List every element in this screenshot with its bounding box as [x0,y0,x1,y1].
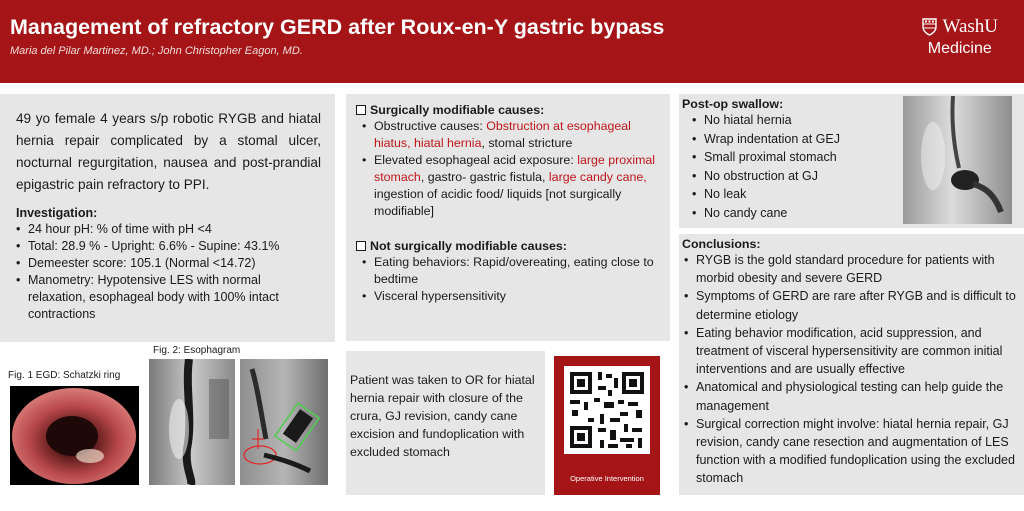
list-item: • Demeester score: 105.1 (Normal <14.72) [16,255,321,272]
case-description: 49 yo female 4 years s/p robotic RYGB and hiatal hernia repair complicated by a stomal ulcer, nocturnal regurgitation, nausea and post-prandial epigastric pain refractory to PPI. [16,111,321,192]
list-item: • Total: 28.9 % - Upright: 6.6% - Supine: 43.1% [16,238,321,255]
list-item: • Visceral hypersensitivity [362,288,660,305]
nonsurgical-heading-text: Not surgically modifiable causes: [370,239,567,253]
obstructive-prefix: Obstructive causes: [374,119,487,133]
poster-header [0,0,1024,83]
obstructive-suffix: , stomal stricture [481,136,573,150]
list-item: • RYGB is the gold standard procedure for patients with morbid obesity and severe GERD [684,251,1024,287]
swallow-heading: Post-op swallow: [682,97,784,111]
list-item: • Symptoms of GERD are rare after RYGB and is difficult to determine etiology [684,287,1024,323]
egd-image [10,386,139,485]
surgical-causes-heading [356,103,660,117]
surgical-heading-text: Surgically modifiable causes: [370,103,545,117]
list-item: • Eating behavior modification, acid suppression, and treatment of visceral hypersensitivity are common initial interventions and are usually effective [684,324,1024,379]
list-item: • Anatomical and physiological testing can help guide the management [684,378,1024,414]
figures-area [0,342,335,494]
list-item: • 24 hour pH: % of time with pH <4 [16,221,321,238]
list-item: • Manometry: Hypotensive LES with normal relaxation, esophageal body with 100% intact contractions [16,272,321,323]
nonsurgical-causes-heading [356,239,660,253]
conclusions-list [682,251,1024,488]
list-item [362,152,660,220]
acid-mid: , gastro- gastric fistula, [420,170,549,184]
investigation-list [16,221,321,323]
list-item: • No leak [692,185,1024,204]
fig1-caption: Fig. 1 EGD: Schatzki ring [8,370,121,381]
esophagram-image-1 [149,359,235,485]
list-item: • Surgical correction might involve: hiatal hernia repair, GJ revision, candy cane resection and augmentation of LES function with a modified fundoplication using the excluded stomach [684,415,1024,488]
washu-logo [922,16,998,58]
conclusions-panel [679,234,1024,495]
logo-sub: Medicine [927,40,992,57]
case-intro-panel [0,94,335,342]
acid-prefix: Elevated esophageal acid exposure: [374,153,578,167]
logo-brand: WashU [942,16,998,37]
surgical-causes-list [356,118,660,220]
postop-swallow-panel [679,94,1024,228]
list-item: • No obstruction at GJ [692,167,1024,186]
patient-panel [346,351,545,495]
qr-code[interactable] [564,366,650,454]
poster-title: Management of refractory GERD after Roux-en-Y gastric bypass [10,15,665,39]
nonsurgical-causes-list [356,254,660,305]
qr-label: Operative Intervention [570,474,644,483]
list-item [362,118,660,152]
list-item: • Small proximal stomach [692,148,1024,167]
acid-highlight-1: large proximal stomach [374,153,656,184]
qr-card[interactable] [554,356,660,495]
investigation-heading: Investigation: [16,206,98,220]
fig2-caption: Fig. 2: Esophagram [153,345,241,356]
esophagram-image-2 [240,359,328,485]
list-item: • Wrap indentation at GEJ [692,130,1024,149]
crest-icon [922,18,937,36]
qr-code-icon [564,366,650,454]
patient-text: Patient was taken to OR for hiatal hernia repair with closure of the crura, GJ revision, candy cane excision and fundoplication with excluded stomach [350,373,535,459]
obstructive-highlight: Obstruction at esophageal hiatus, hiatal hernia [374,119,631,150]
poster-authors: Maria del Pilar Martinez, MD.; John Christopher Eagon, MD. [10,45,303,57]
list-item: • No hiatal hernia [692,111,1024,130]
causes-panel [346,94,670,341]
acid-suffix: ingestion of acidic food/ liquids [not surgically modifiable] [374,187,622,218]
list-item: • No candy cane [692,204,1024,223]
checkbox-icon [356,241,366,251]
checkbox-icon [356,105,366,115]
conclusions-heading: Conclusions: [682,237,761,251]
list-item: • Eating behaviors: Rapid/overeating, eating close to bedtime [362,254,660,288]
postop-xray-image [903,96,1012,224]
acid-highlight-2: large candy cane, [548,170,647,184]
